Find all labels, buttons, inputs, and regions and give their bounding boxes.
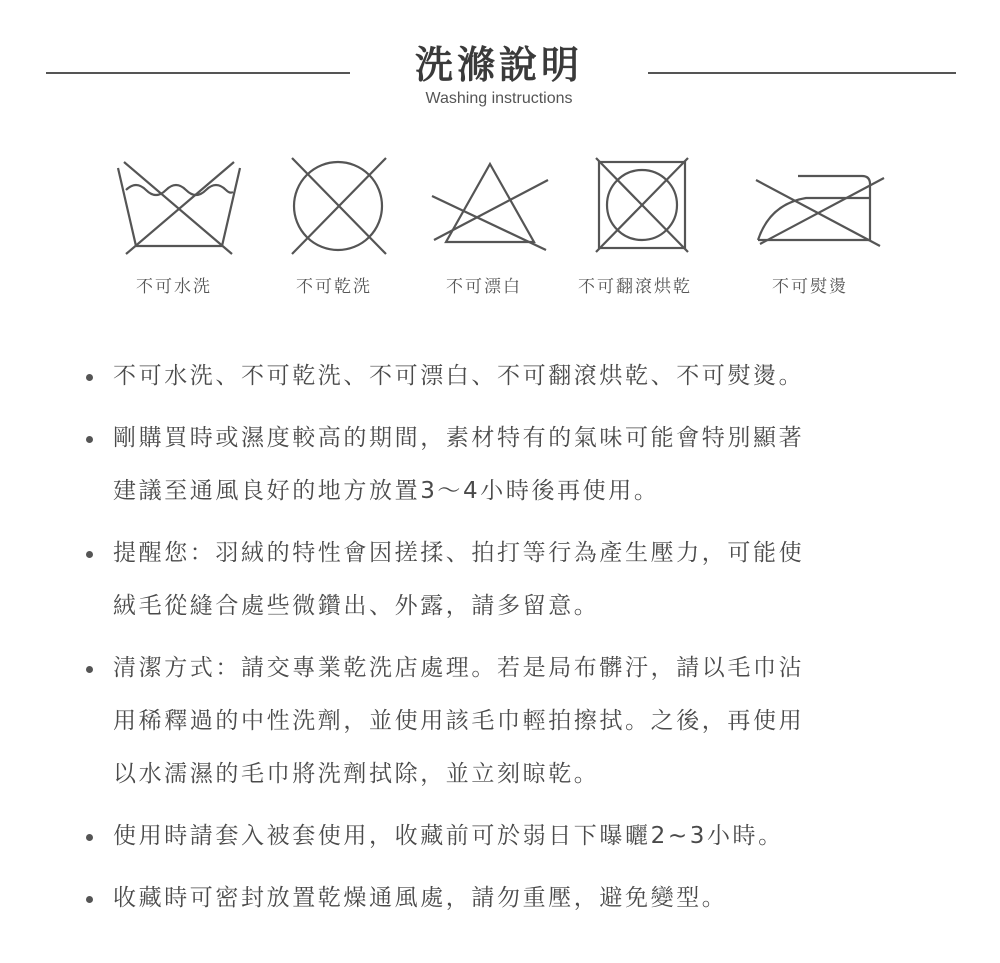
do-not-bleach-icon (428, 150, 552, 260)
do-not-wash-icon (114, 150, 244, 260)
page-title: 洗滌說明 (414, 43, 583, 87)
care-label-no-iron: 不可熨燙 (772, 277, 848, 297)
note-line: 用稀釋過的中性洗劑，並使用該毛巾輕拍擦拭。之後，再使用 (113, 708, 805, 734)
note-line: 以水濡濕的毛巾將洗劑拭除，並立刻晾乾。 (113, 761, 600, 787)
do-not-iron-icon (752, 150, 888, 260)
bullet-dot (86, 896, 93, 903)
page-subtitle: Washing instructions (425, 90, 573, 107)
care-label-no-wash: 不可水洗 (136, 277, 212, 297)
note-line: 清潔方式：請交專業乾洗店處理。若是局布髒汙，請以毛巾沾 (113, 655, 805, 681)
bullet-dot (86, 834, 93, 841)
page-header (0, 0, 1000, 120)
list-item (86, 350, 966, 403)
list-item (86, 810, 966, 863)
note-line: 提醒您：羽絨的特性會因搓揉、拍打等行為產生壓力，可能使 (113, 540, 805, 566)
header-rule-left (46, 72, 350, 74)
do-not-tumble-dry-icon (592, 150, 692, 260)
note-line: 不可水洗、不可乾洗、不可漂白、不可翻滾烘乾、不可熨燙。 (113, 363, 805, 389)
care-symbol-no-tumble-dry (578, 150, 692, 297)
care-symbol-no-iron (752, 150, 888, 297)
list-item (86, 872, 966, 925)
care-label-no-tumble-dry: 不可翻滾烘乾 (578, 277, 692, 297)
bullet-dot (86, 666, 93, 673)
bullet-dot (86, 374, 93, 381)
list-item (86, 642, 966, 801)
bullet-dot (86, 551, 93, 558)
care-notes-list (86, 350, 966, 934)
care-label-no-bleach: 不可漂白 (446, 277, 522, 297)
note-line: 使用時請套入被套使用，收藏前可於弱日下曝曬2~3小時。 (113, 823, 784, 849)
care-label-no-dry-clean: 不可乾洗 (296, 277, 372, 297)
list-item (86, 527, 966, 633)
list-item (86, 412, 966, 518)
note-line: 收藏時可密封放置乾燥通風處，請勿重壓，避免變型。 (113, 885, 728, 911)
note-line: 絨毛從縫合處些微鑽出、外露，請多留意。 (113, 593, 600, 619)
note-line: 建議至通風良好的地方放置3～4小時後再使用。 (113, 478, 660, 504)
note-line: 剛購買時或濕度較高的期間，素材特有的氣味可能會特別顯著 (113, 425, 805, 451)
do-not-dry-clean-icon (288, 150, 392, 260)
care-symbol-no-wash (114, 150, 244, 297)
header-rule-right (648, 72, 956, 74)
care-symbol-no-bleach (428, 150, 552, 297)
bullet-dot (86, 436, 93, 443)
care-symbol-no-dry-clean (288, 150, 392, 297)
care-symbols (0, 150, 1000, 300)
